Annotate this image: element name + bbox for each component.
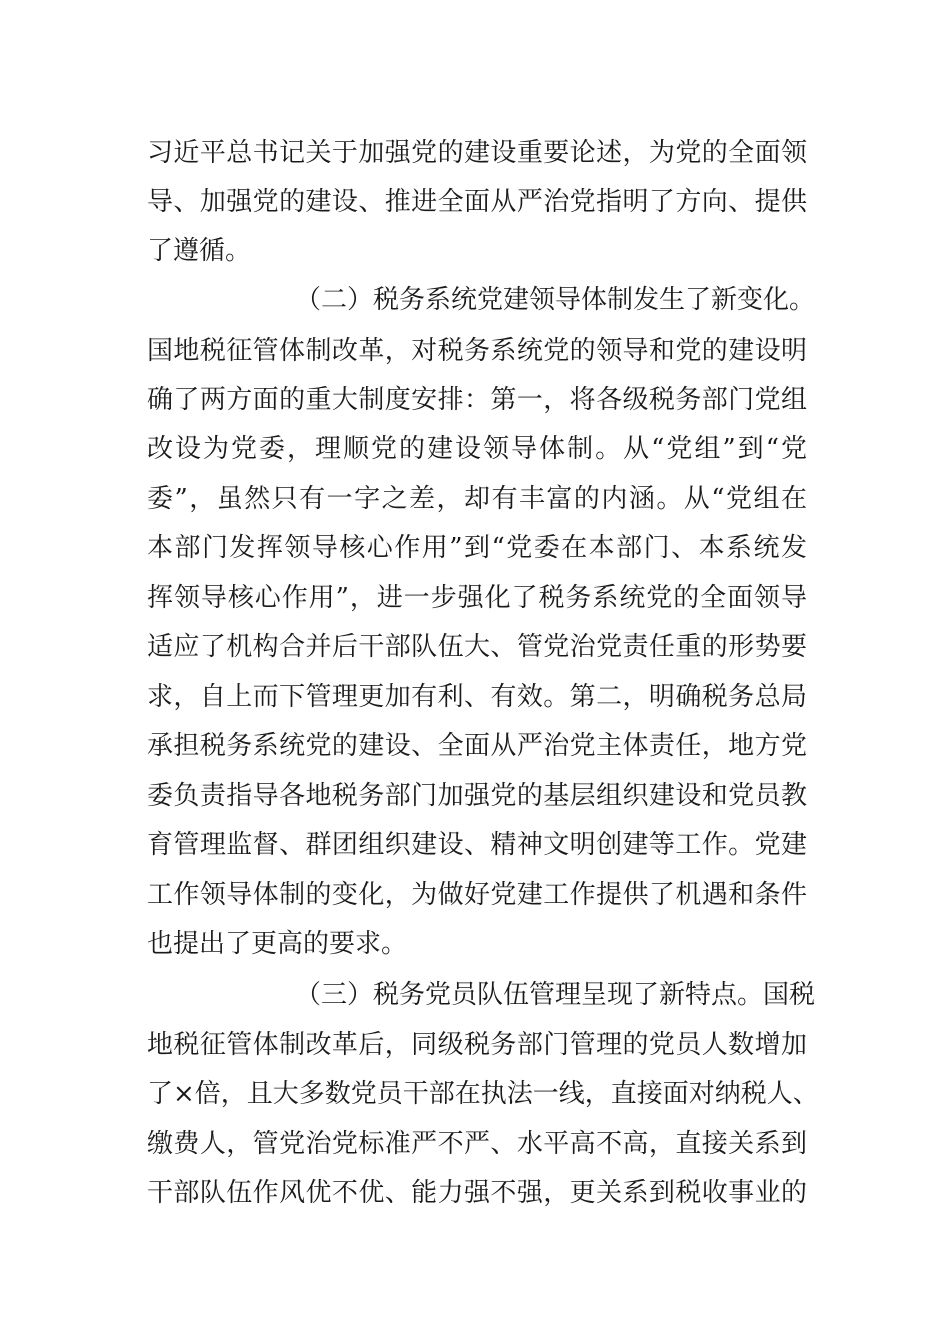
text-line-11: 适应了机构合并后干部队伍大、管党治党责任重的形势要: [147, 632, 807, 662]
text-line-8: 委”，虽然只有一字之差，却有丰富的内涵。从“党组在: [147, 484, 807, 514]
text-line-21: 缴费人，管党治党标准严不严、水平高不高，直接关系到: [147, 1129, 807, 1159]
text-line-6: 确了两方面的重大制度安排：第一，将各级税务部门党组: [147, 385, 807, 415]
text-line-14: 委负责指导各地税务部门加强党的基层组织建设和党员教: [147, 781, 807, 811]
text-line-3: 了遵循。: [147, 236, 252, 266]
text-line-16: 工作领导体制的变化，为做好党建工作提供了机遇和条件: [147, 880, 807, 910]
text-line-1: 习近平总书记关于加强党的建设重要论述，为党的全面领: [147, 138, 807, 168]
text-line-10: 挥领导核心作用”，进一步强化了税务系统党的全面领导: [147, 583, 807, 613]
text-line-19: 地税征管体制改革后，同级税务部门管理的党员人数增加: [147, 1030, 807, 1060]
text-line-22: 干部队伍作风优不优、能力强不强，更关系到税收事业的: [147, 1178, 807, 1208]
section-heading-2: （二）税务系统党建领导体制发生了新变化。: [295, 285, 816, 315]
text-line-12: 求，自上而下管理更加有利、有效。第二，明确税务总局: [147, 682, 807, 712]
text-line-7: 改设为党委，理顺党的建设领导体制。从“党组”到“党: [147, 434, 807, 464]
text-line-9: 本部门发挥领导核心作用”到“党委在本部门、本系统发: [147, 533, 807, 563]
text-line-20: 了×倍，且大多数党员干部在执法一线，直接面对纳税人、: [147, 1079, 819, 1109]
text-line-17: 也提出了更高的要求。: [147, 929, 408, 959]
text-line-15: 育管理监督、群团组织建设、精神文明创建等工作。党建: [147, 830, 807, 860]
text-line-13: 承担税务系统党的建设、全面从严治党主体责任，地方党: [147, 731, 807, 761]
section-heading-3: （三）税务党员队伍管理呈现了新特点。国税: [295, 980, 816, 1010]
text-line-5: 国地税征管体制改革，对税务系统党的领导和党的建设明: [147, 336, 807, 366]
text-line-2: 导、加强党的建设、推进全面从严治党指明了方向、提供: [147, 187, 807, 217]
